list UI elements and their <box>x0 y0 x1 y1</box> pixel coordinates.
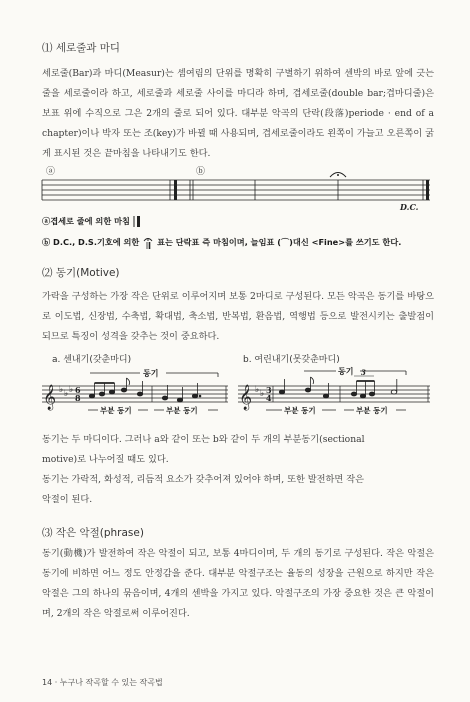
motive-label-b: 동기 <box>338 366 354 376</box>
section-3-text: 동기(動機)가 발전하여 작은 악절이 되고, 보통 4마디이며, 두 개의 동기로 구성된다. 작은 악절은 동기에 비하면 어느 정도 안정감을 준다. 대부분 악절구조는 율동의 성장을 근원으로 하지만 작은 악절은 그의 하나의 묶음이며, 4개의 센박을 가지고 있다. 악절구조의 가장 중요한 것은 큰 악절이며, 2개의 작은 악절로써 이루어진다. <box>42 548 434 619</box>
section-2-line-1: 동기는 두 마디이다. 그러나 a와 같이 또는 b와 같이 두 개의 부분동기(sectional <box>42 434 365 445</box>
svg-text:♭: ♭ <box>69 385 74 395</box>
submotive-label-b2: 부분 동기 <box>356 406 388 415</box>
flat-icon: ♭ <box>255 385 260 395</box>
svg-text:♭: ♭ <box>64 389 69 399</box>
section-2-line-2: motive)로 나누어질 때도 있다. <box>42 454 169 465</box>
example-a-label: a. 센내기(갖춘마디) <box>52 355 132 365</box>
motive-label-a: 동기 <box>143 368 159 378</box>
section-2-line-3: 동기는 가락적, 화성적, 리듬적 요소가 갖추어져 있어야 하며, 또한 발전하면 작은 <box>42 474 364 485</box>
marker-a: ⓐ <box>46 167 56 177</box>
section-2-line-4: 악절이 된다. <box>42 494 93 505</box>
svg-text:4: 4 <box>266 393 272 403</box>
marker-b: ⓑ <box>196 167 206 177</box>
dc-label: D.C. <box>400 202 419 212</box>
section-2-paragraph <box>42 287 434 347</box>
example-b-label: b. 여린내기(못갖춘마디) <box>243 355 340 365</box>
staff-lines <box>42 180 430 200</box>
triplet-label: 3 <box>361 368 366 377</box>
treble-clef-icon: 𝄞 <box>43 385 57 410</box>
section-2-text: 가락을 구성하는 가장 작은 단위로 이루어지며 보통 2마디로 구성된다. 모든 악곡은 동기를 바탕으로 이도법, 신장법, 수축법, 확대법, 축소법, 반복법, 환음법, 역행법 등으로 발전시키는 출발점이 되므로 특징이 성격을 갖추는 것이 중요하다. <box>42 291 434 342</box>
caption-b-suffix: 표는 단락표 즉 마침이며, 늘임표 (⌒)대신 <Fine>를 쓰기도 한다. <box>157 237 402 247</box>
page-footer: 14 · 누구나 작곡할 수 있는 작곡법 <box>42 678 163 687</box>
submotive-label-a1: 부분 동기 <box>100 406 132 415</box>
section-1-title: ⑴ 세로줄과 마디 <box>42 42 121 54</box>
caption-b-prefix: ⓑ D.C., D.S.기호에 의한 <box>42 237 140 247</box>
section-3-paragraph <box>42 544 434 624</box>
bar-lines-staff-figure <box>40 160 432 212</box>
svg-text:♭: ♭ <box>260 389 265 399</box>
submotive-label-b1: 부분 동기 <box>284 406 316 415</box>
fermata-icon <box>330 173 346 178</box>
section-2-paragraph-2 <box>42 430 434 510</box>
time-sig-bottom: 8 <box>75 393 81 403</box>
notes-b <box>279 377 396 398</box>
flat-icon: ♭ <box>59 385 64 395</box>
svg-text:3: 3 <box>266 385 272 395</box>
motive-example-a-staff <box>40 366 230 418</box>
section-1-paragraph <box>42 64 434 164</box>
time-sig-top: 6 <box>75 385 81 395</box>
caption-a-text: ⓐ겹세로 줄에 의한 마침 <box>42 216 130 226</box>
caption-a <box>42 216 141 227</box>
double-bar-icon <box>133 216 141 227</box>
section-2-title: ⑵ 동기(Motive) <box>42 267 120 279</box>
treble-clef-icon: 𝄞 <box>239 385 253 410</box>
section-1-text: 세로줄(Bar)과 마디(Measur)는 셈여림의 단위를 명확히 구별하기 위하여 센박의 바로 앞에 긋는 줄을 세로줄이라 하고, 세로줄과 세로줄 사이를 마디라 하며, 겹세로줄(double bar;겹마디줄)은 보표 위에 수직으로 그은 2개의 줄로 되어 있다. 대부분 악곡의 단락(段落)periode · end of a chapter)이나 박자 또는 조(key)가 바뀔 때 사용되며, 겹세로줄이라도 왼쪽이 가늘고 오른쪽이 굵게 표시된 것은 끝마침을 나타내기도 한다. <box>42 68 434 159</box>
submotive-label-a2: 부분 동기 <box>166 406 198 415</box>
section-3-title: ⑶ 작은 악절(phrase) <box>42 527 144 539</box>
fermata-bar-icon <box>142 236 154 249</box>
motive-example-b-staff <box>236 366 432 418</box>
caption-b <box>42 236 401 249</box>
